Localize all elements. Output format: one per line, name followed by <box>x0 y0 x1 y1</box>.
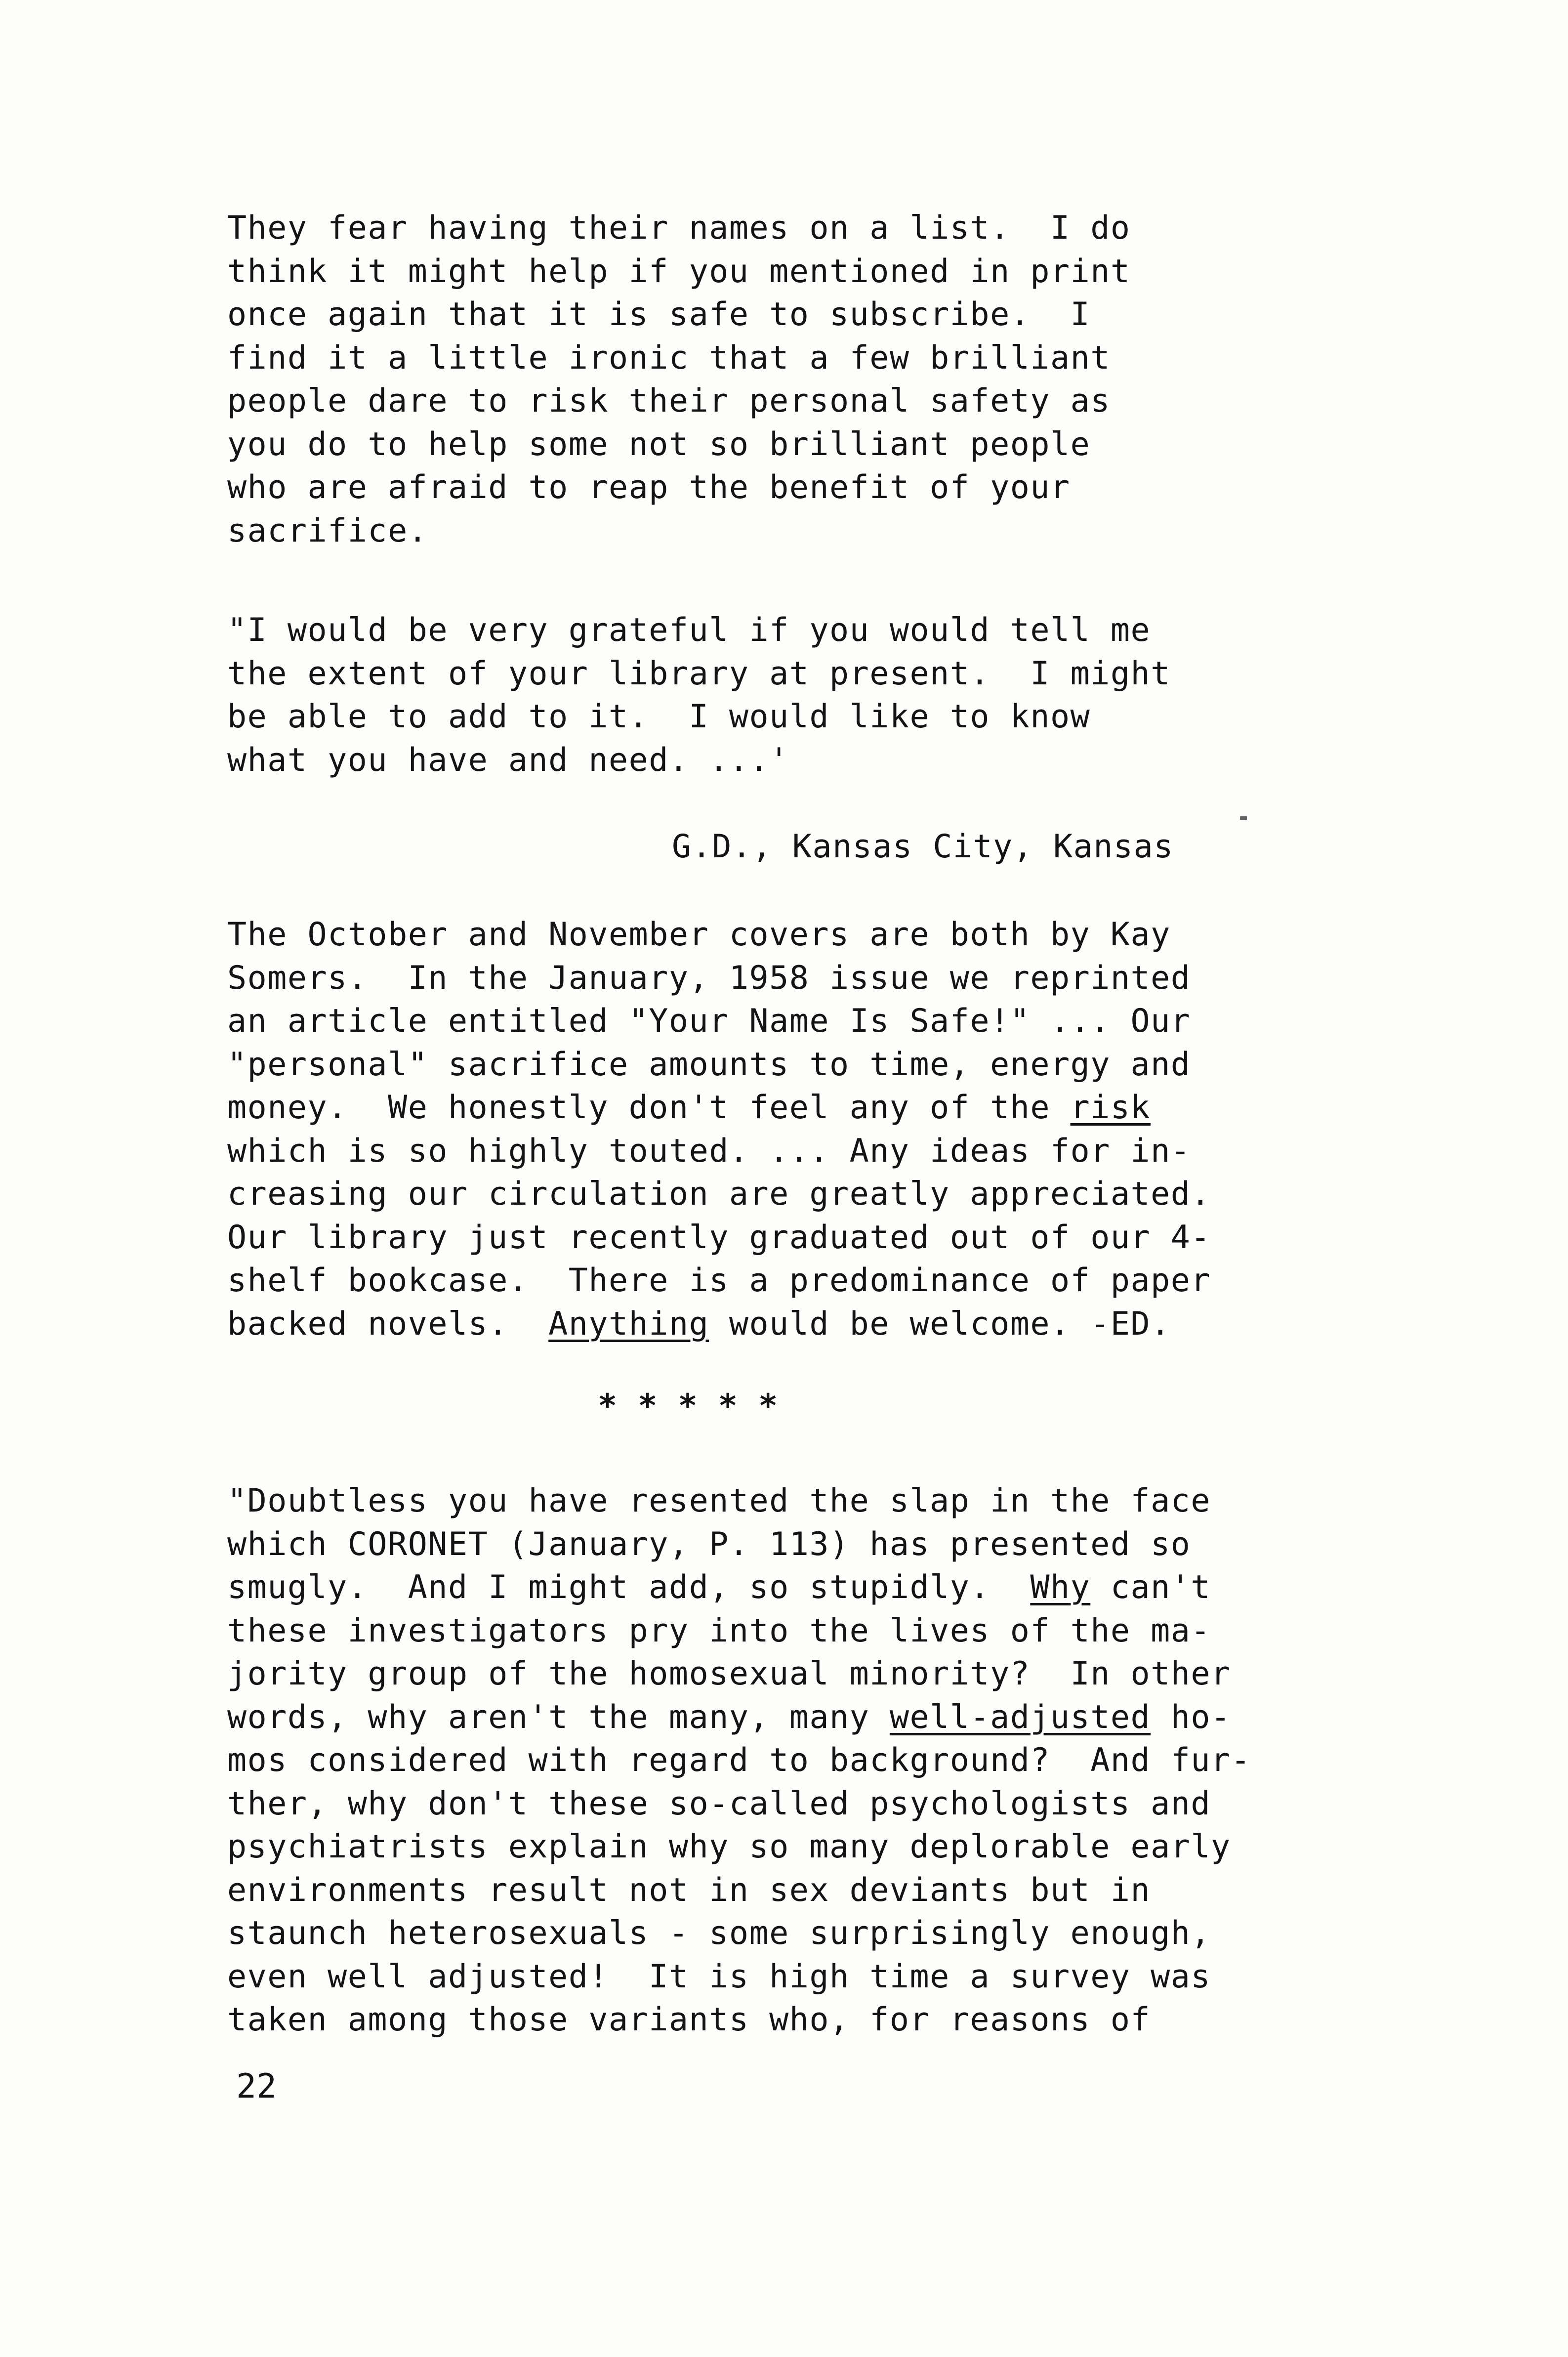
text-line: creasing our circulation are greatly appreciated. <box>227 1176 1211 1213</box>
text-line: an article entitled "Your Name Is Safe!" ... Our <box>227 1003 1191 1040</box>
text-line: which CORONET (January, P. 113) has presented so <box>227 1525 1191 1563</box>
text-line: Somers. In the January, 1958 issue we reprinted <box>227 959 1191 997</box>
text-segment: smugly. And I might add, so stupidly. <box>227 1569 1031 1606</box>
text-line: shelf bookcase. There is a predominance of paper <box>227 1262 1211 1299</box>
text-line: even well adjusted! It is high time a survey was <box>227 1958 1211 1995</box>
text-line: The October and November covers are both by Kay <box>227 916 1171 953</box>
text-line: these investigators pry into the lives of the ma- <box>227 1612 1211 1649</box>
paragraph-2 <box>227 609 1171 782</box>
text-line: jority group of the homosexual minority? In other <box>227 1655 1231 1692</box>
underlined-word: well-adjusted <box>889 1698 1151 1736</box>
text-segment: backed novels. <box>227 1305 549 1343</box>
paragraph-1 <box>227 207 1131 552</box>
text-line: Our library just recently graduated out of our 4- <box>227 1219 1211 1256</box>
text-line: think it might help if you mentioned in print <box>227 253 1131 290</box>
text-line <box>227 1566 1251 1609</box>
text-line: mos considered with regard to background? And fur- <box>227 1742 1251 1779</box>
text-line: find it a little ironic that a few brilliant <box>227 339 1111 377</box>
text-line <box>227 1086 1211 1130</box>
text-segment: words, why aren't the many, many <box>227 1698 890 1736</box>
text-line: be able to add to it. I would like to know <box>227 698 1091 735</box>
text-line: sacrifice. <box>227 512 428 549</box>
text-line: They fear having their names on a list. I do <box>227 210 1131 247</box>
page-number: 22 <box>236 2067 277 2106</box>
text-line: what you have and need. ...' <box>227 741 789 779</box>
stray-mark <box>1240 816 1247 820</box>
text-line <box>227 1696 1251 1739</box>
text-segment: can't <box>1090 1569 1211 1606</box>
underlined-word: risk <box>1070 1089 1151 1126</box>
text-line: you do to help some not so brilliant people <box>227 425 1091 463</box>
underlined-word: Anything <box>548 1305 709 1343</box>
text-line: once again that it is safe to subscribe. I <box>227 296 1091 333</box>
paragraph-3 <box>227 1479 1251 2042</box>
editor-reply <box>227 913 1211 1346</box>
text-line: who are afraid to reap the benefit of your <box>227 469 1071 506</box>
text-line: staunch heterosexuals - some surprisingly enough, <box>227 1915 1211 1952</box>
text-line: ther, why don't these so-called psychologists and <box>227 1785 1211 1822</box>
text-line: "personal" sacrifice amounts to time, energy and <box>227 1046 1191 1083</box>
text-line: "Doubtless you have resented the slap in the face <box>227 1482 1211 1519</box>
section-separator: * * * * * <box>598 1388 779 1425</box>
text-line: which is so highly touted. ... Any ideas for in- <box>227 1132 1191 1170</box>
text-segment: would be welcome. -ED. <box>709 1305 1171 1343</box>
text-line: environments result not in sex deviants but in <box>227 1871 1151 1909</box>
text-line: psychiatrists explain why so many deplorable early <box>227 1828 1231 1865</box>
text-line <box>227 1303 1211 1346</box>
text-line: "I would be very grateful if you would tell me <box>227 612 1151 649</box>
text-line: the extent of your library at present. I might <box>227 655 1171 692</box>
text-line: taken among those variants who, for reasons of <box>227 2001 1151 2038</box>
underlined-word: Why <box>1030 1569 1091 1606</box>
text-line: people dare to risk their personal safety as <box>227 382 1111 420</box>
text-segment: money. We honestly don't feel any of the <box>227 1089 1071 1126</box>
text-segment: ho- <box>1151 1698 1231 1736</box>
letter-signature: G.D., Kansas City, Kansas <box>672 828 1174 865</box>
